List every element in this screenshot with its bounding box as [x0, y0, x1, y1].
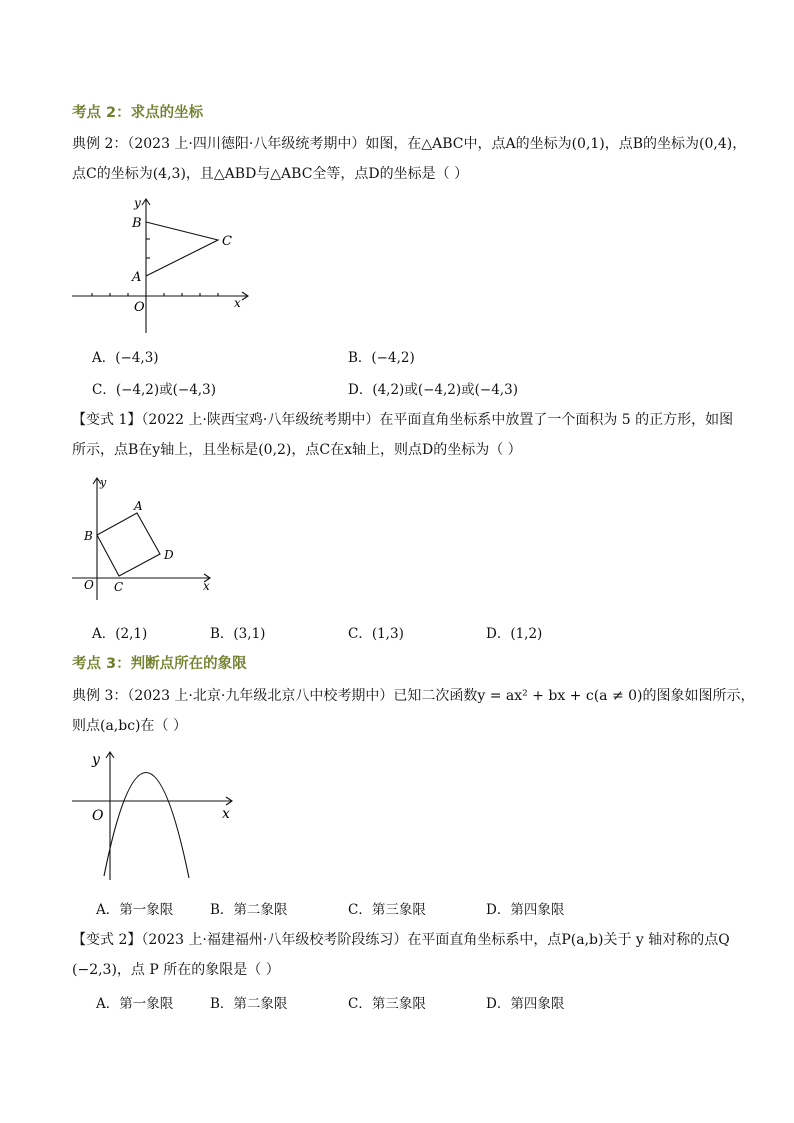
label-x: x [234, 296, 241, 310]
var2-option-a[interactable]: A．第一象限 [96, 996, 174, 1012]
label-D: D [164, 548, 174, 562]
label-y: y [134, 196, 141, 210]
ex2-option-d[interactable]: D．(4,2)或(−4,2)或(−4,3) [348, 382, 518, 398]
section-title-3: 考点 3：判断点所在的象限 [72, 656, 247, 672]
label-C: C [222, 234, 232, 249]
var2-option-b[interactable]: B．第二象限 [210, 996, 288, 1012]
triangle-figure [70, 195, 260, 340]
label-B: B [132, 216, 142, 231]
ex3-option-b[interactable]: B．第二象限 [210, 902, 288, 918]
ex2-option-c[interactable]: C．(−4,2)或(−4,3) [92, 382, 216, 398]
variant-2-line-2: (−2,3)，点 P 所在的象限是（ ） [72, 962, 280, 978]
label-A: A [134, 499, 143, 513]
var1-option-d[interactable]: D．(1,2) [486, 626, 543, 642]
label-x: x [203, 579, 210, 593]
variant-1-line-2: 所示，点B在y轴上，且坐标是(0,2)，点C在x轴上，则点D的坐标为（ ） [72, 442, 522, 458]
var2-option-d[interactable]: D．第四象限 [486, 996, 565, 1012]
label-y: y [100, 476, 107, 489]
square-abcd [97, 513, 160, 576]
var1-option-b[interactable]: B．(3,1) [210, 626, 266, 642]
example-2-line-2: 点C的坐标为(4,3)，且△ABD与△ABC全等，点D的坐标是（ ） [72, 166, 469, 182]
parabola-curve [104, 772, 189, 878]
label-y: y [92, 752, 100, 768]
section-title-2: 考点 2：求点的坐标 [72, 105, 204, 121]
label-origin: O [92, 808, 104, 824]
var2-option-c[interactable]: C．第三象限 [348, 996, 426, 1012]
var1-option-a[interactable]: A．(2,1) [92, 626, 148, 642]
example-3-line-1: 典例 3：（2023 上·北京·九年级北京八中校考期中）已知二次函数y = ax² + bx + c(a ≠ 0)的图象如图所示， [72, 688, 755, 704]
label-A: A [132, 270, 142, 285]
example-3-line-2: 则点(a,bc)在（ ） [72, 718, 187, 734]
parabola-figure [70, 748, 245, 883]
label-origin: O [134, 300, 145, 315]
ex3-option-d[interactable]: D．第四象限 [486, 902, 565, 918]
ex2-option-b[interactable]: B．(−4,2) [348, 350, 415, 366]
var1-option-c[interactable]: C．(1,3) [348, 626, 404, 642]
example-2-line-1: 典例 2：（2023 上·四川德阳·八年级统考期中）如图，在△ABC中，点A的坐标为(0,1)，点B的坐标为(0,4)， [72, 136, 747, 152]
label-origin: O [84, 578, 94, 592]
label-x: x [222, 806, 230, 822]
square-figure [70, 472, 220, 602]
label-C: C [114, 580, 124, 594]
ex2-option-a[interactable]: A．(−4,3) [92, 350, 159, 366]
variant-2-line-1: 【变式 2】（2023 上·福建福州·八年级校考阶段练习）在平面直角坐标系中，点P(a,b)关于 y 轴对称的点Q [72, 932, 730, 948]
ex3-option-c[interactable]: C．第三象限 [348, 902, 426, 918]
variant-1-line-1: 【变式 1】（2022 上·陕西宝鸡·八年级统考期中）在平面直角坐标系中放置了一个面积为 5 的正方形，如图 [72, 412, 734, 428]
triangle-abc [146, 222, 218, 276]
label-B: B [84, 529, 93, 543]
ex3-option-a[interactable]: A．第一象限 [96, 902, 174, 918]
